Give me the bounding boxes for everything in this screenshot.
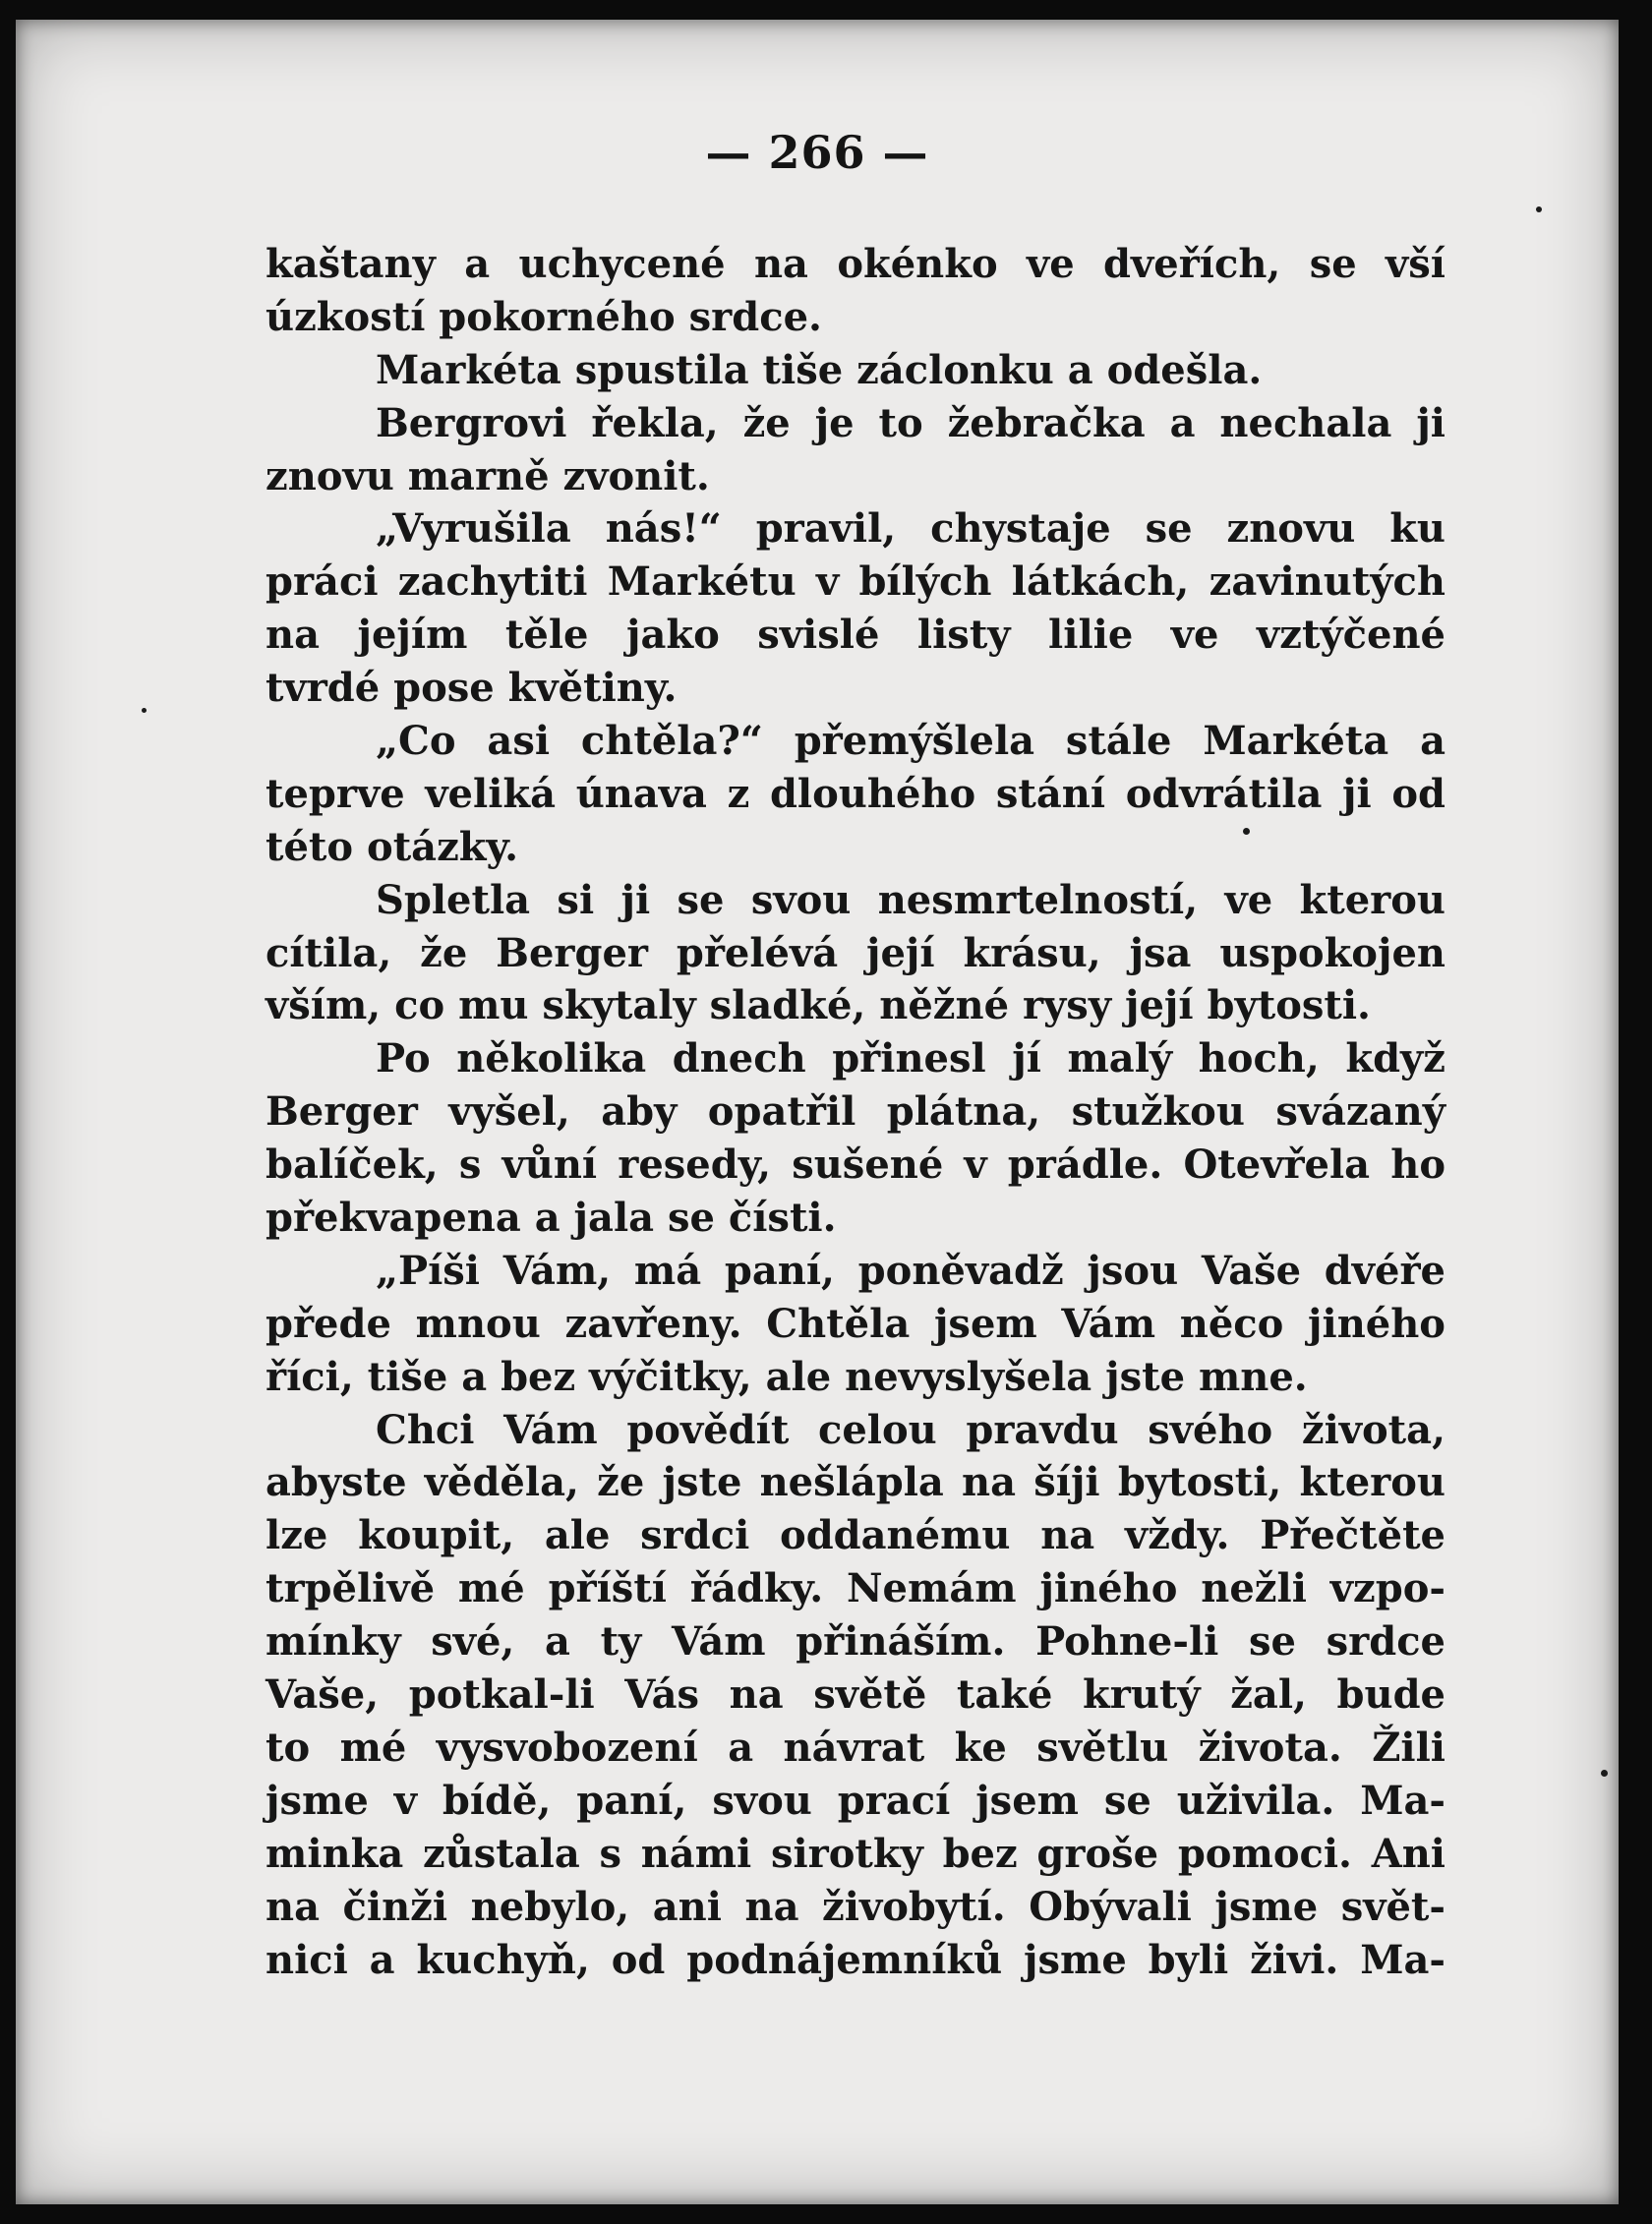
text-line: úzkostí pokorného srdce. [266, 293, 822, 340]
print-speck [142, 708, 147, 713]
text-line: „Píši Vám, má paní, poněvadž jsou Vaše dvéře [376, 1247, 1446, 1294]
text-line: to mé vysvobození a návrat ke světlu života. Žili [266, 1724, 1446, 1771]
text-line: Markéta spustila tiše záclonku a odešla. [376, 346, 1263, 393]
text-line: „Vyrušila nás!“ pravil, chystaje se znovu ku [376, 505, 1446, 553]
text-line: cítila, že Berger přelévá její krásu, jsa uspokojen [266, 929, 1446, 976]
text-line: práci zachytiti Markétu v bílých látkách, zavinutých [266, 558, 1446, 606]
text-line: překvapena a jala se čísti. [266, 1195, 837, 1242]
text-line: abyste věděla, že jste nešlápla na šíji bytosti, kterou [266, 1459, 1446, 1506]
print-speck [1536, 206, 1542, 212]
text-line: vším, co mu skytaly sladké, něžné rysy její bytosti. [266, 982, 1371, 1029]
page-number: — 266 — [705, 126, 929, 179]
text-line: na jejím těle jako svislé listy lilie ve vztýčené [266, 612, 1446, 659]
text-line: jsme v bídě, paní, svou prací jsem se uživila. Ma- [266, 1777, 1446, 1824]
text-line: Berger vyšel, aby opatřil plátna, stužkou svázaný [266, 1088, 1446, 1136]
body-text [266, 238, 1446, 1986]
text-line: lze koupit, ale srdci oddanému na vždy. Přečtěte [266, 1512, 1446, 1559]
text-line: Vaše, potkal-li Vás na světě také krutý žal, bude [266, 1671, 1446, 1719]
text-line: Bergrovi řekla, že je to žebračka a nechala ji [376, 399, 1446, 446]
text-line: „Co asi chtěla?“ přemýšlela stále Markéta a [376, 718, 1446, 765]
text-line: minka zůstala s námi sirotky bez groše pomoci. Ani [266, 1830, 1446, 1877]
text-line: této otázky. [266, 823, 519, 870]
print-speck [1601, 1770, 1608, 1777]
text-line: říci, tiše a bez výčitky, ale nevyslyšela jste mne. [266, 1353, 1308, 1400]
text-line: trpělivě mé příští řádky. Nemám jiného nežli vzpo- [266, 1565, 1446, 1612]
text-line: mínky své, a ty Vám přináším. Pohne-li se srdce [266, 1618, 1446, 1666]
text-line: přede mnou zavřeny. Chtěla jsem Vám něco jiného [266, 1300, 1446, 1347]
text-line: nici a kuchyň, od podnájemníků jsme byli živi. Ma- [266, 1936, 1446, 1983]
text-line: tvrdé pose květiny. [266, 665, 678, 712]
text-line: Spletla si ji se svou nesmrtelností, ve kterou [376, 876, 1446, 923]
text-line: balíček, s vůní resedy, sušené v prádle. Otevřela ho [266, 1141, 1446, 1189]
text-line: teprve veliká únava z dlouhého stání odvrátila ji od [266, 770, 1446, 817]
text-line: Po několika dnech přinesl jí malý hoch, když [376, 1035, 1446, 1083]
text-line: Chci Vám povědít celou pravdu svého života, [376, 1406, 1446, 1453]
book-page [16, 20, 1619, 2204]
text-line: na činži nebylo, ani na živobytí. Obývali jsme svět- [266, 1883, 1446, 1930]
text-line: kaštany a uchycené na okénko ve dveřích, se vší [266, 241, 1446, 287]
print-speck [1243, 828, 1250, 835]
text-line: znovu marně zvonit. [266, 452, 710, 499]
